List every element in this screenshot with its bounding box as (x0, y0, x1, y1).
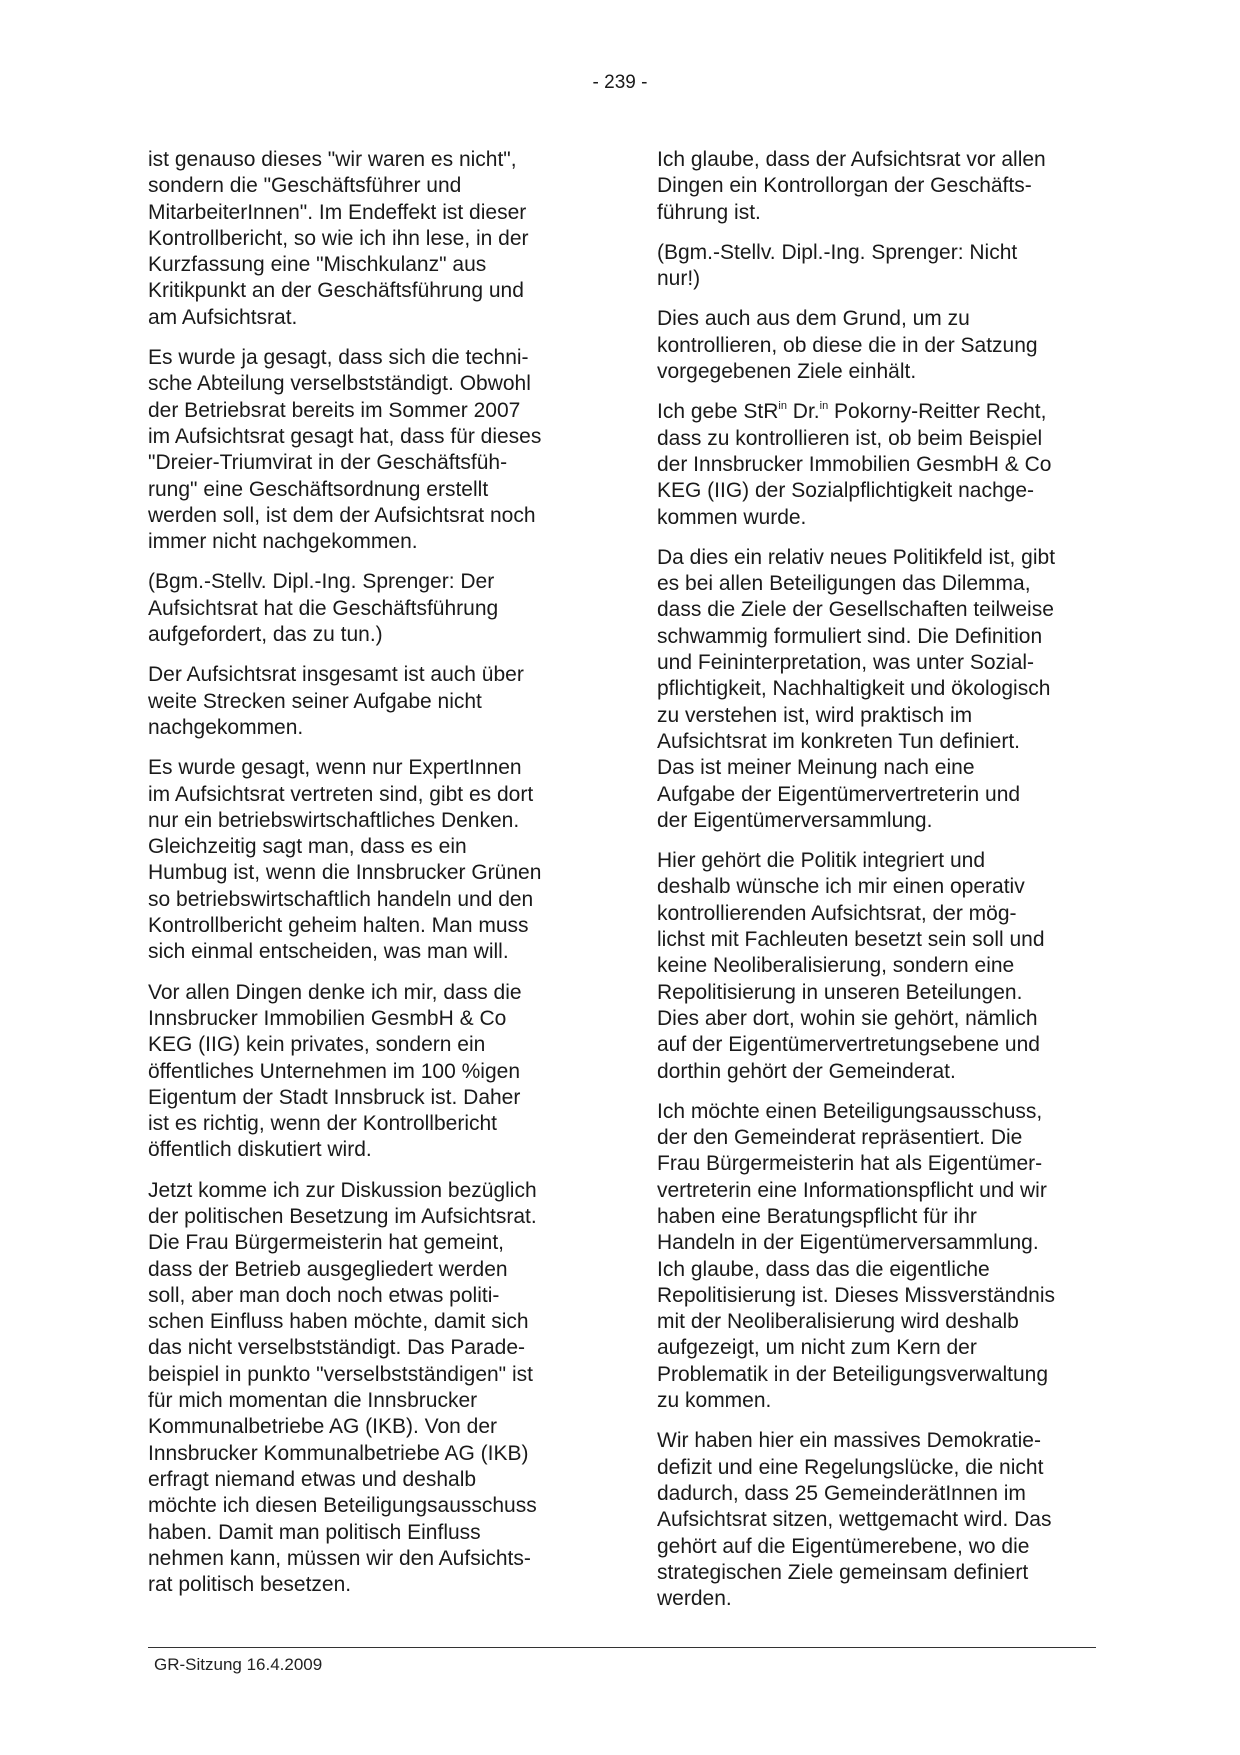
text-segment: Dr. (786, 400, 820, 424)
interjection-paragraph: (Bgm.-Stellv. Dipl.-Ing. Sprenger: Der Aufsichtsrat hat die Geschäftsführung aufgefordert, das zu tun.) (148, 570, 499, 647)
interjection-paragraph: (Bgm.-Stellv. Dipl.-Ing. Sprenger: Nicht nur!) (657, 240, 1018, 291)
superscript: in (819, 400, 829, 413)
paragraph: Es wurde gesagt, wenn nur ExpertInnen im Aufsichtsrat vertreten sind, gibt es dort nur ein betriebswirtschaftliches Denken. Gleichzeitig sagt man, dass es ein Humbug ist, wenn die Innsbrucker Grünen so betriebswirtschaftlich handeln und den Kontrollbericht geheim halten. Man muss sich einmal entscheiden, was man will. (148, 756, 542, 964)
page-number: - 239 - (592, 72, 648, 93)
paragraph: Ich möchte einen Beteiligungsausschuss, der den Gemeinderat repräsentiert. Die Frau Bürgermeisterin hat als Eigentümer- vertreterin eine Informationspflicht und wir haben eine Beratungspflicht für ihr Handeln in der Eigentümerversammlung. Ich glaube, dass das die eigentliche Repolitisierung ist. Dieses Missverständnis mit der Neoliberalisierung wird deshalb aufgezeigt, um nicht zum Kern der Problematik in der Beteiligungsverwaltung zu kommen. (657, 1099, 1055, 1413)
paragraph: Der Aufsichtsrat insgesamt ist auch über weite Strecken seiner Aufgabe nicht nachgekommen. (148, 663, 524, 739)
paragraph: Jetzt komme ich zur Diskussion bezüglich der politischen Besetzung im Aufsichtsrat. Die Frau Bürgermeisterin hat gemeint, dass der Betrieb ausgegliedert werden soll, aber man doch noch etwas politi- schen Einfluss haben möchte, damit sich das nicht verselbstständigt. Das Parade- beispiel in punkto "verselbstständigen" ist für mich momentan die Innsbrucker Kommunalbetriebe AG (IKB). Von der Innsbrucker Kommunalbetriebe AG (IKB) erfragt niemand etwas und deshalb möchte ich diesen Beteiligungsausschuss haben. Damit man politisch Einfluss nehmen kann, müssen wir den Aufsichts- rat politisch besetzen. (148, 1178, 537, 1597)
paragraph: ist genauso dieses "wir waren es nicht", sondern die "Geschäftsführer und MitarbeiterInnen". Im Endeffekt ist dieser Kontrollbericht, so wie ich ihn lese, in der Kurzfassung eine "Mischkulanz" aus Kritikpunkt an der Geschäftsführung und am Aufsichtsrat. (148, 148, 529, 329)
paragraph: Vor allen Dingen denke ich mir, dass die Innsbrucker Immobilien GesmbH & Co KEG (IIG) kein privates, sondern ein öffentliches Unternehmen im 100 %igen Eigentum der Stadt Innsbruck ist. Daher ist es richtig, wenn der Kontrollbericht öffentlich diskutiert wird. (148, 980, 522, 1162)
footer-divider (148, 1647, 1096, 1648)
text-segment: Pokorny-Reitter Recht, dass zu kontrollieren ist, ob beim Beispiel der Innsbrucker Immobilien GesmbH & Co KEG (IIG) der Sozialpflichtigkeit nachge- kommen wurde. (657, 400, 1052, 529)
paragraph: Dies auch aus dem Grund, um zu kontrollieren, ob diese die in der Satzung vorgegebenen Ziele einhält. (657, 307, 1038, 384)
paragraph: Hier gehört die Politik integriert und deshalb wünsche ich mir einen operativ kontrollierenden Aufsichtsrat, der mög- lichst mit Fachleuten besetzt sein soll und keine Neoliberalisierung, sondern eine Repolitisierung in unseren Beteilungen. Dies aber dort, wohin sie gehört, nämlich auf der Eigentümervertretungsebene und dorthin gehört der Gemeinderat. (657, 849, 1045, 1083)
right-column (657, 147, 1082, 1626)
footer-session-label: GR-Sitzung 16.4.2009 (154, 1655, 323, 1674)
left-column (148, 147, 573, 1612)
paragraph: Ich glaube, dass der Aufsichtsrat vor allen Dingen ein Kontrollorgan der Geschäfts- führung ist. (657, 148, 1046, 224)
paragraph-with-superscripts (657, 399, 1082, 530)
paragraph: Wir haben hier ein massives Demokratie- defizit und eine Regelungslücke, die nicht dadurch, dass 25 GemeinderätInnen im Aufsichtsrat sitzen, wettgemacht wird. Das gehört auf die Eigentümerebene, wo die strategischen Ziele gemeinsam definiert werden. (657, 1429, 1052, 1611)
superscript: in (778, 400, 787, 413)
paragraph: Da dies ein relativ neues Politikfeld ist, gibt es bei allen Beteiligungen das Dilemma, dass die Ziele der Gesellschaften teilweise schwammig formuliert sind. Die Definition und Feininterpretation, was unter Sozial- pflichtigkeit, Nachhaltigkeit und ökologisch zu verstehen ist, wird praktisch im Aufsichtsrat im konkreten Tun definiert. Das ist meiner Meinung nach eine Aufgabe der Eigentümervertreterin und der Eigentümerversammlung. (657, 545, 1056, 832)
text-segment: Ich gebe StR (657, 400, 779, 424)
paragraph: Es wurde ja gesagt, dass sich die techni- sche Abteilung verselbstständigt. Obwohl der Betriebsrat bereits im Sommer 2007 im Aufsichtsrat gesagt hat, dass für dieses "Dreier-Triumvirat in der Geschäftsfüh- rung" eine Geschäftsordnung erstellt werden soll, ist dem der Aufsichtsrat noch immer nicht nachgekommen. (148, 346, 542, 554)
